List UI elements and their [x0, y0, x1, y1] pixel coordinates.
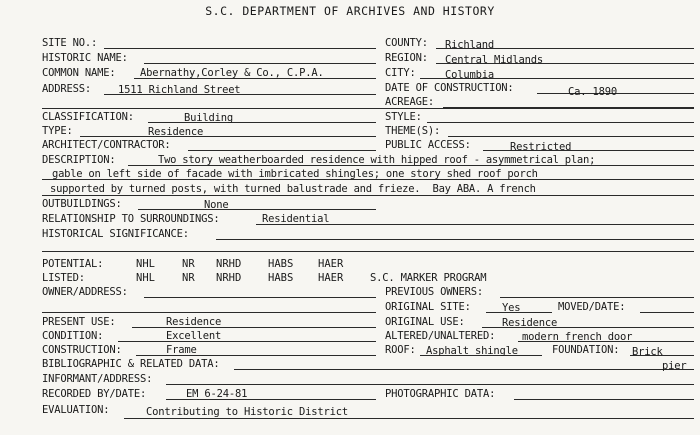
- acreage-label: ACREAGE:: [385, 96, 434, 108]
- previous-owners-label: PREVIOUS OWNERS:: [385, 286, 483, 298]
- listed-label: LISTED:: [42, 272, 85, 284]
- site-no-line: [104, 48, 376, 49]
- classification-value: Building: [184, 112, 233, 124]
- description-line-3: supported by turned posts, with turned balustrade and frieze. Bay ABA. A french: [50, 183, 536, 195]
- altered-value: modern french door: [522, 331, 633, 343]
- photographic-data-line: [514, 399, 694, 400]
- historic-name-label: HISTORIC NAME:: [42, 52, 128, 64]
- bibliographic-label: BIBLIOGRAPHIC & RELATED DATA:: [42, 358, 220, 370]
- original-site-label: ORIGINAL SITE:: [385, 301, 471, 313]
- type-label: TYPE:: [42, 125, 73, 137]
- informant-label: INFORMANT/ADDRESS:: [42, 373, 153, 385]
- themes-line: [448, 136, 694, 137]
- recorded-by-value: EM 6-24-81: [186, 388, 248, 400]
- style-line: [427, 122, 694, 123]
- evaluation-label: EVALUATION:: [42, 404, 110, 416]
- construction-value: Frame: [166, 344, 197, 356]
- description-label: DESCRIPTION:: [42, 154, 116, 166]
- common-name-label: COMMON NAME:: [42, 67, 116, 79]
- date-of-construction-value: Ca. 1890: [568, 86, 617, 98]
- common-name-value: Abernathy,Corley & Co., C.P.A.: [140, 67, 324, 79]
- city-label: CITY:: [385, 67, 416, 79]
- roof-label: ROOF:: [385, 344, 416, 356]
- foundation-value: Brick: [632, 346, 663, 358]
- outbuildings-label: OUTBUILDINGS:: [42, 198, 122, 210]
- outbuildings-value: None: [204, 199, 229, 211]
- region-label: REGION:: [385, 52, 428, 64]
- type-value: Residence: [148, 126, 204, 138]
- county-label: COUNTY:: [385, 37, 428, 49]
- listed-option-nr[interactable]: NR: [182, 272, 195, 284]
- potential-option-nr[interactable]: NR: [182, 258, 195, 270]
- date-of-construction-label: DATE OF CONSTRUCTION:: [385, 82, 514, 94]
- listed-option-nhl[interactable]: NHL: [136, 272, 155, 284]
- public-access-value: Restricted: [510, 141, 572, 153]
- moved-date-label: MOVED/DATE:: [558, 301, 626, 313]
- classification-label: CLASSIFICATION:: [42, 111, 134, 123]
- relationship-label: RELATIONSHIP TO SURROUNDINGS:: [42, 213, 220, 225]
- themes-label: THEME(S):: [385, 125, 441, 137]
- bibliographic-line: [234, 369, 694, 370]
- listed-option-habs[interactable]: HABS: [268, 272, 294, 284]
- present-use-label: PRESENT USE:: [42, 316, 116, 328]
- informant-line: [166, 384, 694, 385]
- style-label: STYLE:: [385, 111, 422, 123]
- historical-significance-label: HISTORICAL SIGNIFICANCE:: [42, 228, 189, 240]
- relationship-value: Residential: [262, 213, 330, 225]
- previous-owners-line: [500, 297, 694, 298]
- form-title: S.C. DEPARTMENT OF ARCHIVES AND HISTORY: [205, 4, 495, 18]
- original-site-value: Yes: [502, 302, 521, 314]
- owner-address-line-2: [42, 312, 376, 313]
- present-use-value: Residence: [166, 316, 222, 328]
- condition-label: CONDITION:: [42, 330, 104, 342]
- moved-date-line: [640, 312, 694, 313]
- roof-value: Asphalt shingle: [426, 345, 518, 357]
- original-use-label: ORIGINAL USE:: [385, 316, 465, 328]
- evaluation-value: Contributing to Historic District: [146, 406, 349, 418]
- address-label: ADDRESS:: [42, 83, 91, 95]
- type-line: [80, 136, 376, 137]
- recorded-by-label: RECORDED BY/DATE:: [42, 388, 147, 400]
- historical-significance-line-2: [42, 251, 694, 252]
- potential-option-nrhd[interactable]: NRHD: [216, 258, 242, 270]
- county-value: Richland: [445, 39, 494, 51]
- evaluation-line: [124, 418, 694, 419]
- owner-address-line: [144, 297, 376, 298]
- marker-program-label: S.C. MARKER PROGRAM: [370, 272, 487, 284]
- photographic-data-label: PHOTOGRAPHIC DATA:: [385, 388, 496, 400]
- altered-label: ALTERED/UNALTERED:: [385, 330, 496, 342]
- historic-name-line: [144, 63, 376, 64]
- address-value: 1511 Richland Street: [118, 84, 241, 96]
- historical-significance-line: [216, 239, 694, 240]
- outbuildings-line: [138, 209, 376, 210]
- section-divider: [42, 108, 694, 109]
- foundation-value-cont: pier: [662, 360, 687, 372]
- listed-option-nrhd[interactable]: NRHD: [216, 272, 242, 284]
- potential-option-nhl[interactable]: NHL: [136, 258, 155, 270]
- region-value: Central Midlands: [445, 54, 543, 66]
- listed-option-haer[interactable]: HAER: [318, 272, 344, 284]
- condition-value: Excellent: [166, 330, 222, 342]
- description-underline-1: [128, 165, 694, 166]
- public-access-label: PUBLIC ACCESS:: [385, 139, 471, 151]
- potential-option-habs[interactable]: HABS: [268, 258, 294, 270]
- potential-label: POTENTIAL:: [42, 258, 104, 270]
- description-line-1: Two story weatherboarded residence with hipped roof - asymmetrical plan;: [158, 154, 596, 166]
- site-no-label: SITE NO.:: [42, 37, 98, 49]
- potential-option-haer[interactable]: HAER: [318, 258, 344, 270]
- original-use-value: Residence: [502, 317, 558, 329]
- description-line-2: gable on left side of facade with imbricated shingles; one story shed roof porch: [52, 168, 538, 180]
- description-underline-3: [42, 195, 694, 196]
- architect-line: [188, 150, 376, 151]
- description-underline-2: [42, 179, 694, 180]
- foundation-label: FOUNDATION:: [552, 344, 620, 356]
- condition-line: [118, 341, 376, 342]
- classification-line: [148, 122, 376, 123]
- city-value: Columbia: [445, 69, 494, 81]
- architect-label: ARCHITECT/CONTRACTOR:: [42, 139, 171, 151]
- construction-label: CONSTRUCTION:: [42, 344, 122, 356]
- owner-address-label: OWNER/ADDRESS:: [42, 286, 128, 298]
